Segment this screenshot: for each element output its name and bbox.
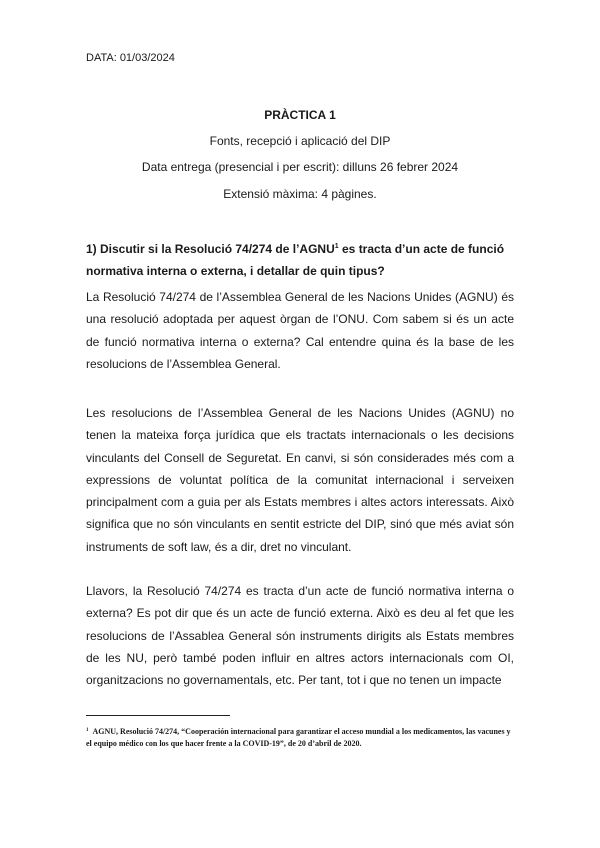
max-extension: Extensió màxima: 4 pàgines. (223, 187, 377, 201)
document-date: DATA: 01/03/2024 (86, 52, 175, 64)
subtitle: Fonts, recepció i aplicació del DIP (209, 134, 391, 148)
footnote (86, 725, 516, 750)
footnote-divider (86, 715, 230, 716)
paragraph-3: Llavors, la Resolució 74/274 es tracta d’un acte de funció normativa interna o externa? Es pot dir que és un acte de funció externa. Això es deu al fet que les resolucions de l’Assablea General són instruments dirigits als Estats membres de les NU, però també poden influir en altres actors internacionals com OI, organitzacions no governamentals, etc. Per tant, tot i que no tenen un impacte (86, 584, 514, 688)
footnote-number: 1 (86, 728, 89, 733)
footnote-text: AGNU, Resolució 74/274, “Cooperación internacional para garantizar el acceso mundial a los medicamentos, las vacunes y el equipo médico con los que hacer frente a la COVID-19”, de 20 d’abril de 2020. (86, 727, 511, 748)
question-text-end: es tracta d’un acte de funció normativa interna o externa, i detallar de quin tipus? (86, 242, 505, 278)
paragraph-2: Les resolucions de l’Assemblea General de les Nacions Unides (AGNU) no tenen la mateixa força jurídica que els tractats internacionals o les decisions vinculants del Consell de Seguretat. En canvi, si són considerades més com a expressions de voluntat política de la comunitat internacional i serveixen principalment com a guia per als Estats membres i altes actors interessats. Això significa que no són vinculants en sentit estricte del DIP, sinó que més aviat són instruments de soft law, és a dir, dret no vinculant. (86, 406, 514, 554)
page-title: PRÀCTICA 1 (264, 108, 336, 122)
footnote-reference[interactable]: 1 (334, 243, 339, 250)
question-heading (86, 236, 516, 282)
paragraph-1: La Resolució 74/274 de l’Assemblea General de les Nacions Unides (AGNU) és una resolució adoptada per aquest òrgan de l’ONU. Com sabem si és un acte de funció normativa interna o externa? Cal entendre quina és la base de les resolucions de l’Assemblea General. (86, 290, 514, 371)
delivery-date: Data entrega (presencial i per escrit): dilluns 26 febrer 2024 (141, 160, 459, 174)
question-text-start: 1) Discutir si la Resolució 74/274 de l’AGNU (86, 242, 335, 256)
